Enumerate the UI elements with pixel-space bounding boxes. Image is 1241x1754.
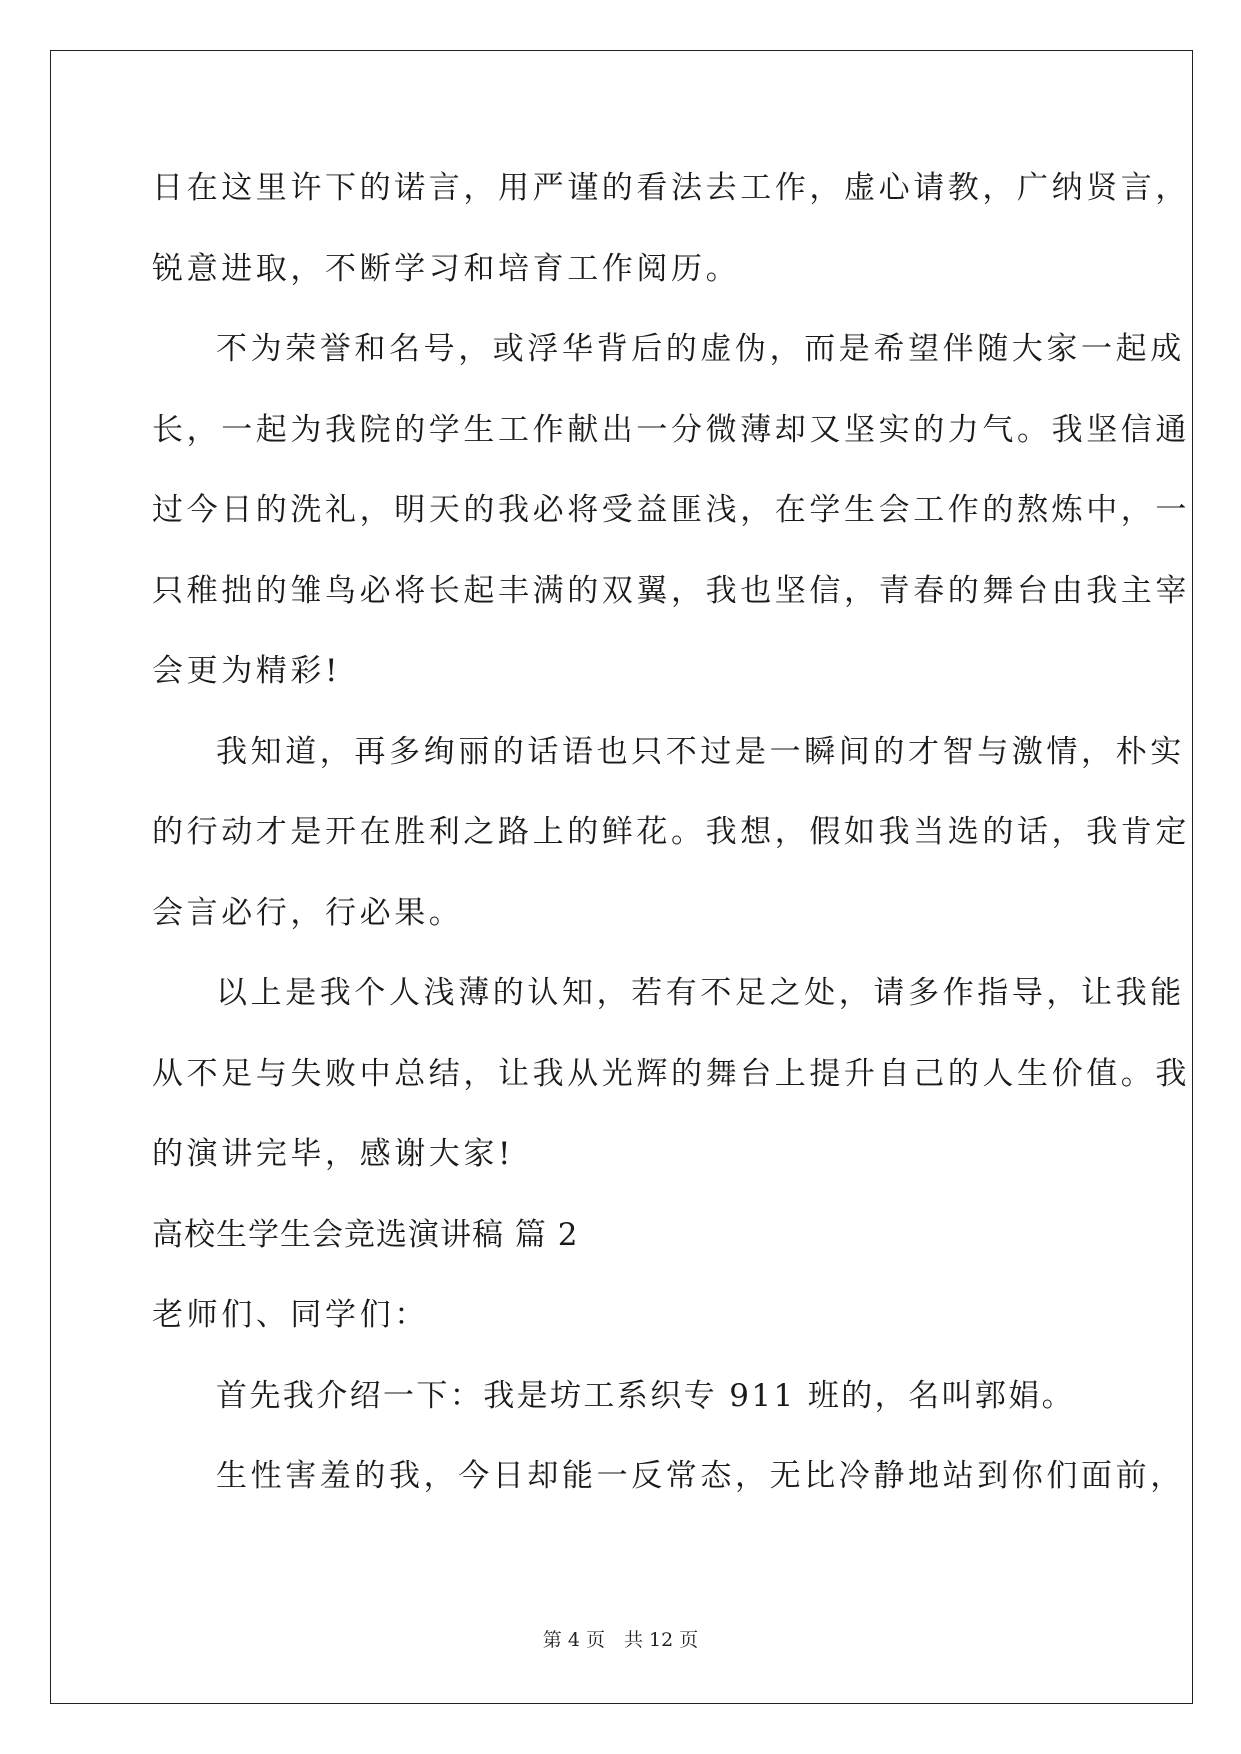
paragraph-start: 不为荣誉和名号，或浮华背后的虚伪，而是希望伴随大家一起成 [216, 331, 1185, 367]
text-line: 日在这里许下的诺言，用严谨的看法去工作，虚心请教，广纳贤言， [152, 170, 1190, 206]
page-number-footer: 第 4 页 共 12 页 [542, 1629, 699, 1651]
text-line: 长，一起为我院的学生工作献出一分微薄却又坚实的力气。我坚信通 [152, 411, 1190, 448]
text-line: 锐意进取，不断学习和培育工作阅历。 [152, 250, 741, 287]
paragraph-start: 首先我介绍一下：我是坊工系织专 911 班的，名叫郭娟。 [216, 1377, 1076, 1414]
paragraph-start: 以上是我个人浅薄的认知，若有不足之处，请多作指导，让我能 [216, 975, 1185, 1011]
document-body [152, 148, 1190, 1517]
paragraph-start: 生性害羞的我，今日却能一反常态，无比冷静地站到你们面前， [216, 1458, 1185, 1494]
text-line: 从不足与失败中总结，让我从光辉的舞台上提升自己的人生价值。我 [152, 1055, 1190, 1092]
text-line: 只稚拙的雏鸟必将长起丰满的双翼，我也坚信，青春的舞台由我主宰 [152, 572, 1190, 609]
salutation: 老师们、同学们： [152, 1297, 429, 1333]
text-line: 的行动才是开在胜利之路上的鲜花。我想，假如我当选的话，我肯定 [152, 814, 1190, 850]
text-line: 会更为精彩! [152, 653, 342, 689]
text-line: 的演讲完毕，感谢大家! [152, 1136, 515, 1172]
section-heading: 高校生学生会竞选演讲稿 篇 2 [152, 1216, 579, 1253]
text-line: 过今日的洗礼，明天的我必将受益匪浅，在学生会工作的熬炼中，一 [152, 492, 1190, 528]
text-line: 会言必行，行必果。 [152, 894, 464, 931]
paragraph-start: 我知道，再多绚丽的话语也只不过是一瞬间的才智与激情，朴实 [216, 733, 1185, 770]
